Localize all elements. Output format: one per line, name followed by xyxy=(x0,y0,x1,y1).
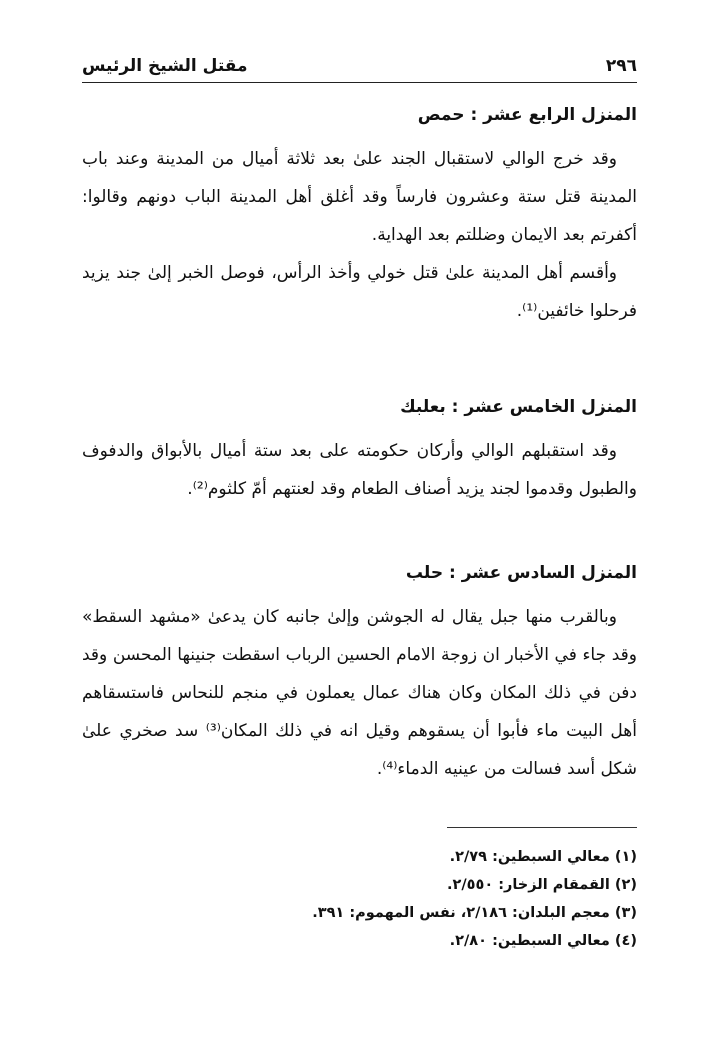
paragraph: وبالقرب منها جبل يقال له الجوشن وإلىٰ جانبه كان يدعىٰ «مشهد السقط» وقد جاء في الأخبار ان زوجة الامام الحسين الرباب اسقطت جنينها المحسن وقد دفن في ذلك المكان وكان هناك عمال يعملون في منجم للنحاس فاستسقاهم أهل البيت ماء فأبوا أن يسقوهم وقيل انه في ذلك المكان⁽³⁾ سد صخري علىٰ شكل أسد فسالت من عينيه الدماء⁽⁴⁾. xyxy=(82,607,637,779)
section-baalbek xyxy=(82,390,637,508)
paragraph: وأقسم أهل المدينة علىٰ قتل خولي وأخذ الرأس، فوصل الخبر إلىٰ جند يزيد فرحلوا خائفين⁽¹⁾. xyxy=(82,263,637,321)
section-heading: المنزل السادس عشر : حلب xyxy=(405,563,637,583)
footnote-item: (٤) معالي السبطين: ٢/٨٠. xyxy=(449,933,637,949)
section-heading: المنزل الخامس عشر : بعلبك xyxy=(400,397,637,417)
footnotes-list xyxy=(150,843,637,955)
section-heading: المنزل الرابع عشر : حمص xyxy=(417,105,637,125)
footnote-item: (١) معالي السبطين: ٢/٧٩. xyxy=(449,849,637,865)
section-aleppo xyxy=(82,556,637,788)
page-header xyxy=(82,52,637,83)
running-title: مقتل الشيخ الرئيس xyxy=(82,56,248,76)
footnote-item: (٢) القمقام الزخار: ٢/٥٥٠. xyxy=(446,877,637,893)
page-number: ٢٩٦ xyxy=(605,56,637,76)
paragraph: وقد استقبلهم الوالي وأركان حكومته على بعد ستة أميال بالأبواق والدفوف والطبول وقدموا لجند يزيد أصناف الطعام وقد لعنتهم أمّ كلثوم⁽²⁾. xyxy=(82,441,637,499)
footnote-divider xyxy=(447,827,637,828)
paragraph: وقد خرج الوالي لاستقبال الجند علىٰ بعد ثلاثة أميال من المدينة وعند باب المدينة قتل ستة وعشرون فارساً وقد أغلق أهل المدينة الباب دونهم وقالوا: أكفرتم بعد الايمان وضللتم بعد الهداية. xyxy=(82,149,637,245)
footnote-item: (٣) معجم البلدان: ٢/١٨٦، نفس المهموم: ٣٩١. xyxy=(312,905,637,921)
section-homs xyxy=(82,98,637,330)
